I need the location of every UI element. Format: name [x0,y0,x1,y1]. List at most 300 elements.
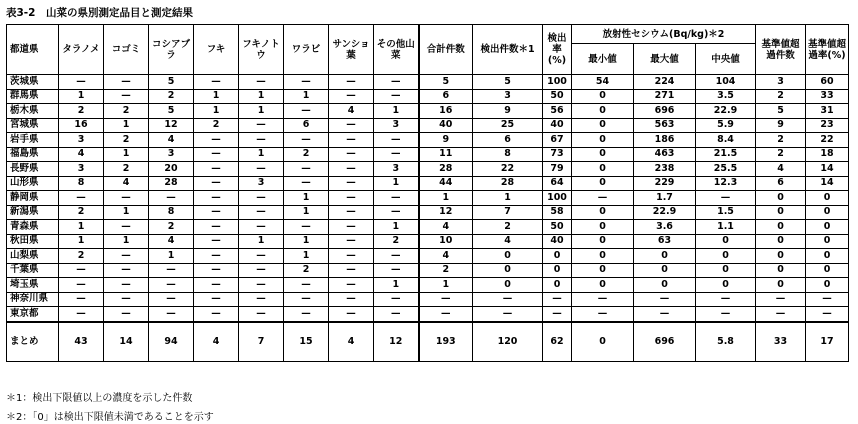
cell-min: 54 [572,75,634,90]
cell-koshiabura: 28 [149,176,194,191]
cell-rate: 100 [543,75,572,90]
cell-min: 0 [572,162,634,177]
cell-median: — [696,307,756,322]
cell-over-rate: 18 [806,147,849,162]
cell-detected: 25 [473,118,543,133]
cell-min: 0 [572,249,634,264]
cell-median: 0 [696,249,756,264]
cell-over-rate: 23 [806,118,849,133]
cell-fukinotou: — [239,162,284,177]
cell-koshiabura: — [149,292,194,307]
cell-warabi: 1 [284,205,329,220]
cell-koshiabura: 5 [149,104,194,119]
cell-fuki: — [194,263,239,278]
cell-over-count: 0 [756,191,806,206]
cell-total: 40 [419,118,473,133]
cell-fukinotou: — [239,118,284,133]
prefecture-cell: 新潟県 [7,205,59,220]
cell-rate: — [543,292,572,307]
cell-over-rate: 14 [806,162,849,177]
cell-koshiabura: 1 [149,249,194,264]
cell-fukinotou: 1 [239,234,284,249]
cell-rate: — [543,307,572,322]
cell-over-count: 4 [756,162,806,177]
cell-detected: — [473,307,543,322]
table-row [7,234,849,249]
header-item-other: その他山菜 [374,25,419,75]
prefecture-cell: 山形県 [7,176,59,191]
cell-max: 186 [634,133,696,148]
cell-over-rate: — [806,292,849,307]
cell-fuki: 1 [194,89,239,104]
cell-fuki: — [194,307,239,322]
cell-fukinotou: — [239,191,284,206]
cell-koshiabura: 2 [149,220,194,235]
header-min: 最小値 [572,44,634,75]
cell-fuki: — [194,162,239,177]
cell-kogomi: — [104,75,149,90]
cell-detected: — [473,292,543,307]
cell-fuki: 1 [194,104,239,119]
prefecture-cell: 宮城県 [7,118,59,133]
cell-kogomi: 2 [104,162,149,177]
cell-over-count: — [756,292,806,307]
cell-over-count: 2 [756,147,806,162]
cell-fukinotou: — [239,278,284,293]
cell-max: 463 [634,147,696,162]
cell-total: 28 [419,162,473,177]
cell-over-count: 0 [756,205,806,220]
header-item-fuki: フキ [194,25,239,75]
cell-over-count: 0 [756,263,806,278]
cell-rate: 67 [543,133,572,148]
cell-koshiabura: 5 [149,75,194,90]
cell-median: 12.3 [696,176,756,191]
cell-sansho: 4 [329,104,374,119]
cell-detected: 28 [473,176,543,191]
cell-other: — [374,205,419,220]
cell-taranome: 16 [59,118,104,133]
cell-median: 8.4 [696,133,756,148]
header-item-sansho: サンショ葉 [329,25,374,75]
cell-median: 21.5 [696,147,756,162]
cell-over-rate: 33 [806,89,849,104]
cell-koshiabura: — [149,263,194,278]
cell-over-rate: 14 [806,176,849,191]
cell-min: 0 [572,147,634,162]
cell-detected: 120 [473,322,543,362]
cell-total: 44 [419,176,473,191]
cell-over-rate: 0 [806,220,849,235]
cell-koshiabura: 8 [149,205,194,220]
cell-total: 1 [419,278,473,293]
cell-kogomi: 2 [104,133,149,148]
cell-max: 63 [634,234,696,249]
cell-min: — [572,292,634,307]
cell-taranome: — [59,307,104,322]
header-item-kogomi: コゴミ [104,25,149,75]
cell-kogomi: — [104,307,149,322]
cell-rate: 58 [543,205,572,220]
cell-other: 1 [374,220,419,235]
cell-kogomi: 4 [104,176,149,191]
cell-other: — [374,147,419,162]
cell-min: 0 [572,263,634,278]
table-row [7,191,849,206]
cell-other: 2 [374,234,419,249]
cell-over-rate: 60 [806,75,849,90]
prefecture-cell: 長野県 [7,162,59,177]
header-item-koshiabura: コシアブラ [149,25,194,75]
cell-over-rate: 0 [806,205,849,220]
cell-kogomi: 14 [104,322,149,362]
cell-warabi: 1 [284,249,329,264]
cell-taranome: 1 [59,234,104,249]
cell-over-rate: 0 [806,278,849,293]
cell-fukinotou: — [239,205,284,220]
cell-koshiabura: — [149,191,194,206]
cell-taranome: — [59,278,104,293]
table-row [7,147,849,162]
table-row [7,118,849,133]
cell-total: 5 [419,75,473,90]
header-item-fukinotou: フキノトウ [239,25,284,75]
cell-total: 4 [419,220,473,235]
cell-fuki: — [194,220,239,235]
header-prefecture: 都道県 [7,25,59,75]
cell-taranome: 2 [59,104,104,119]
cell-median: 1.5 [696,205,756,220]
cell-over-count: 2 [756,89,806,104]
cell-over-count: 2 [756,133,806,148]
header-rate: 検出率(%) [543,25,572,75]
cell-rate: 62 [543,322,572,362]
cell-kogomi: 1 [104,205,149,220]
cell-fuki: 2 [194,118,239,133]
header-item-taranome: タラノメ [59,25,104,75]
cell-over-rate: 0 [806,191,849,206]
cell-total: 1 [419,191,473,206]
cell-max: 229 [634,176,696,191]
cell-total: — [419,307,473,322]
cell-detected: 3 [473,89,543,104]
cell-detected: 5 [473,75,543,90]
header-over-rate: 基準値超過率(%) [806,25,849,75]
cell-kogomi: 1 [104,118,149,133]
cell-warabi: 1 [284,191,329,206]
cell-detected: 2 [473,220,543,235]
cell-over-rate: 0 [806,263,849,278]
cell-other: 1 [374,104,419,119]
cell-total: 11 [419,147,473,162]
cell-warabi: — [284,104,329,119]
cell-warabi: — [284,75,329,90]
table-caption: 表3-2 山菜の県別測定品目と測定結果 [6,7,193,19]
prefecture-cell: 山梨県 [7,249,59,264]
cell-sansho: 4 [329,322,374,362]
cell-total: 4 [419,249,473,264]
table-row [7,162,849,177]
cell-koshiabura: 4 [149,234,194,249]
cell-fukinotou: — [239,75,284,90]
cell-over-count: 9 [756,118,806,133]
prefecture-cell: 秋田県 [7,234,59,249]
cell-min: 0 [572,104,634,119]
cell-fuki: — [194,191,239,206]
cell-max: 224 [634,75,696,90]
prefecture-cell: 静岡県 [7,191,59,206]
cell-other: 3 [374,118,419,133]
cell-max: 22.9 [634,205,696,220]
cell-total: 10 [419,234,473,249]
cell-median: 0 [696,234,756,249]
cell-detected: 1 [473,191,543,206]
prefecture-cell: 神奈川県 [7,292,59,307]
cell-over-count: 6 [756,176,806,191]
cell-fuki: — [194,249,239,264]
cell-warabi: 6 [284,118,329,133]
cell-koshiabura: — [149,278,194,293]
cell-kogomi: — [104,89,149,104]
cell-max: 0 [634,263,696,278]
cell-sansho: — [329,249,374,264]
cell-fuki: — [194,278,239,293]
cell-min: 0 [572,205,634,220]
cell-detected: 8 [473,147,543,162]
cell-total: — [419,292,473,307]
cell-sansho: — [329,278,374,293]
cell-kogomi: — [104,249,149,264]
header-row-1 [7,25,849,44]
cell-min: — [572,191,634,206]
cell-min: 0 [572,133,634,148]
cell-koshiabura: — [149,307,194,322]
cell-warabi: — [284,220,329,235]
cell-max: 238 [634,162,696,177]
cell-other: — [374,307,419,322]
cell-min: 0 [572,176,634,191]
cell-taranome: 2 [59,249,104,264]
cell-koshiabura: 4 [149,133,194,148]
cell-fukinotou: — [239,263,284,278]
cell-koshiabura: 94 [149,322,194,362]
cell-over-count: 3 [756,75,806,90]
prefecture-cell: 群馬県 [7,89,59,104]
cell-warabi: — [284,292,329,307]
cell-taranome: — [59,191,104,206]
cell-over-count: 0 [756,249,806,264]
table-row [7,278,849,293]
cell-over-rate: — [806,307,849,322]
cell-median: — [696,191,756,206]
cell-sansho: — [329,75,374,90]
table-row [7,205,849,220]
cell-kogomi: 1 [104,234,149,249]
cell-rate: 79 [543,162,572,177]
cell-taranome: 4 [59,147,104,162]
cell-warabi: — [284,133,329,148]
cell-sansho: — [329,176,374,191]
cell-other: 1 [374,176,419,191]
cell-over-count: 0 [756,234,806,249]
cell-over-rate: 0 [806,234,849,249]
cell-warabi: — [284,278,329,293]
cell-other: 3 [374,162,419,177]
cell-detected: 4 [473,234,543,249]
cell-taranome: 3 [59,162,104,177]
cell-max: — [634,307,696,322]
footnote-1: ＊1：検出下限値以上の濃度を示した件数 [6,393,193,404]
cell-fuki: — [194,234,239,249]
cell-fuki: — [194,292,239,307]
cell-other: — [374,249,419,264]
cell-detected: 9 [473,104,543,119]
prefecture-cell: 福島県 [7,147,59,162]
cell-other: — [374,75,419,90]
cell-total: 16 [419,104,473,119]
cell-sansho: — [329,307,374,322]
cell-other: 1 [374,278,419,293]
cell-max: 271 [634,89,696,104]
cell-over-count: 0 [756,220,806,235]
cell-koshiabura: 12 [149,118,194,133]
cell-koshiabura: 3 [149,147,194,162]
cell-median: — [696,292,756,307]
cell-sansho: — [329,205,374,220]
table-row [7,104,849,119]
summary-row [7,322,849,362]
cell-warabi: — [284,307,329,322]
cell-over-rate: 0 [806,249,849,264]
cell-detected: 0 [473,249,543,264]
cell-max: 0 [634,278,696,293]
cell-over-count: — [756,307,806,322]
cell-detected: 0 [473,263,543,278]
cell-sansho: — [329,191,374,206]
cell-fuki: — [194,133,239,148]
cell-rate: 0 [543,249,572,264]
cell-taranome: 43 [59,322,104,362]
cell-kogomi: 1 [104,147,149,162]
header-median: 中央値 [696,44,756,75]
cell-max: 563 [634,118,696,133]
cell-taranome: 3 [59,133,104,148]
cell-max: — [634,292,696,307]
cell-rate: 0 [543,278,572,293]
cell-fukinotou: — [239,307,284,322]
cell-median: 22.9 [696,104,756,119]
cell-kogomi: — [104,263,149,278]
cell-rate: 40 [543,234,572,249]
cell-warabi: 2 [284,263,329,278]
cell-kogomi: — [104,292,149,307]
results-table [6,24,849,362]
cell-median: 0 [696,263,756,278]
cell-detected: 0 [473,278,543,293]
prefecture-cell: まとめ [7,322,59,362]
cell-over-rate: 17 [806,322,849,362]
cell-taranome: 2 [59,205,104,220]
cell-taranome: — [59,75,104,90]
cell-other: — [374,89,419,104]
cell-median: 0 [696,278,756,293]
cell-fukinotou: 3 [239,176,284,191]
cell-warabi: 15 [284,322,329,362]
cell-detected: 6 [473,133,543,148]
cell-rate: 64 [543,176,572,191]
cell-detected: 22 [473,162,543,177]
cell-median: 25.5 [696,162,756,177]
cell-warabi: — [284,162,329,177]
cell-fuki: — [194,176,239,191]
cell-sansho: — [329,263,374,278]
cell-over-count: 0 [756,278,806,293]
cell-total: 12 [419,205,473,220]
cell-max: 3.6 [634,220,696,235]
cell-taranome: 8 [59,176,104,191]
cell-sansho: — [329,220,374,235]
header-item-warabi: ワラビ [284,25,329,75]
cell-sansho: — [329,147,374,162]
cell-fukinotou: — [239,133,284,148]
cell-taranome: 1 [59,89,104,104]
cell-max: 0 [634,249,696,264]
cell-warabi: 1 [284,89,329,104]
cell-median: 5.9 [696,118,756,133]
table-row [7,133,849,148]
cell-fukinotou: — [239,292,284,307]
cell-rate: 73 [543,147,572,162]
table-row [7,292,849,307]
cell-fuki: — [194,147,239,162]
cell-fuki: 4 [194,322,239,362]
cell-taranome: 1 [59,220,104,235]
cell-fukinotou: — [239,249,284,264]
cell-taranome: — [59,263,104,278]
table-row [7,176,849,191]
prefecture-cell: 埼玉県 [7,278,59,293]
cell-fukinotou: 1 [239,89,284,104]
cell-kogomi: — [104,191,149,206]
cell-fuki: — [194,75,239,90]
header-detected: 検出件数＊1 [473,25,543,75]
cell-min: 0 [572,118,634,133]
header-over-count: 基準値超過件数 [756,25,806,75]
cell-min: 0 [572,234,634,249]
cell-kogomi: 2 [104,104,149,119]
cell-fukinotou: 1 [239,147,284,162]
cell-min: — [572,307,634,322]
prefecture-cell: 青森県 [7,220,59,235]
cell-over-rate: 31 [806,104,849,119]
cell-max: 1.7 [634,191,696,206]
cell-median: 104 [696,75,756,90]
cell-rate: 0 [543,263,572,278]
cell-rate: 50 [543,89,572,104]
cell-kogomi: — [104,220,149,235]
cell-other: — [374,292,419,307]
cell-sansho: — [329,292,374,307]
cell-min: 0 [572,220,634,235]
cell-sansho: — [329,162,374,177]
cell-min: 0 [572,89,634,104]
cell-median: 1.1 [696,220,756,235]
cell-over-count: 5 [756,104,806,119]
prefecture-cell: 千葉県 [7,263,59,278]
table-row [7,75,849,90]
cell-koshiabura: 20 [149,162,194,177]
cell-total: 9 [419,133,473,148]
